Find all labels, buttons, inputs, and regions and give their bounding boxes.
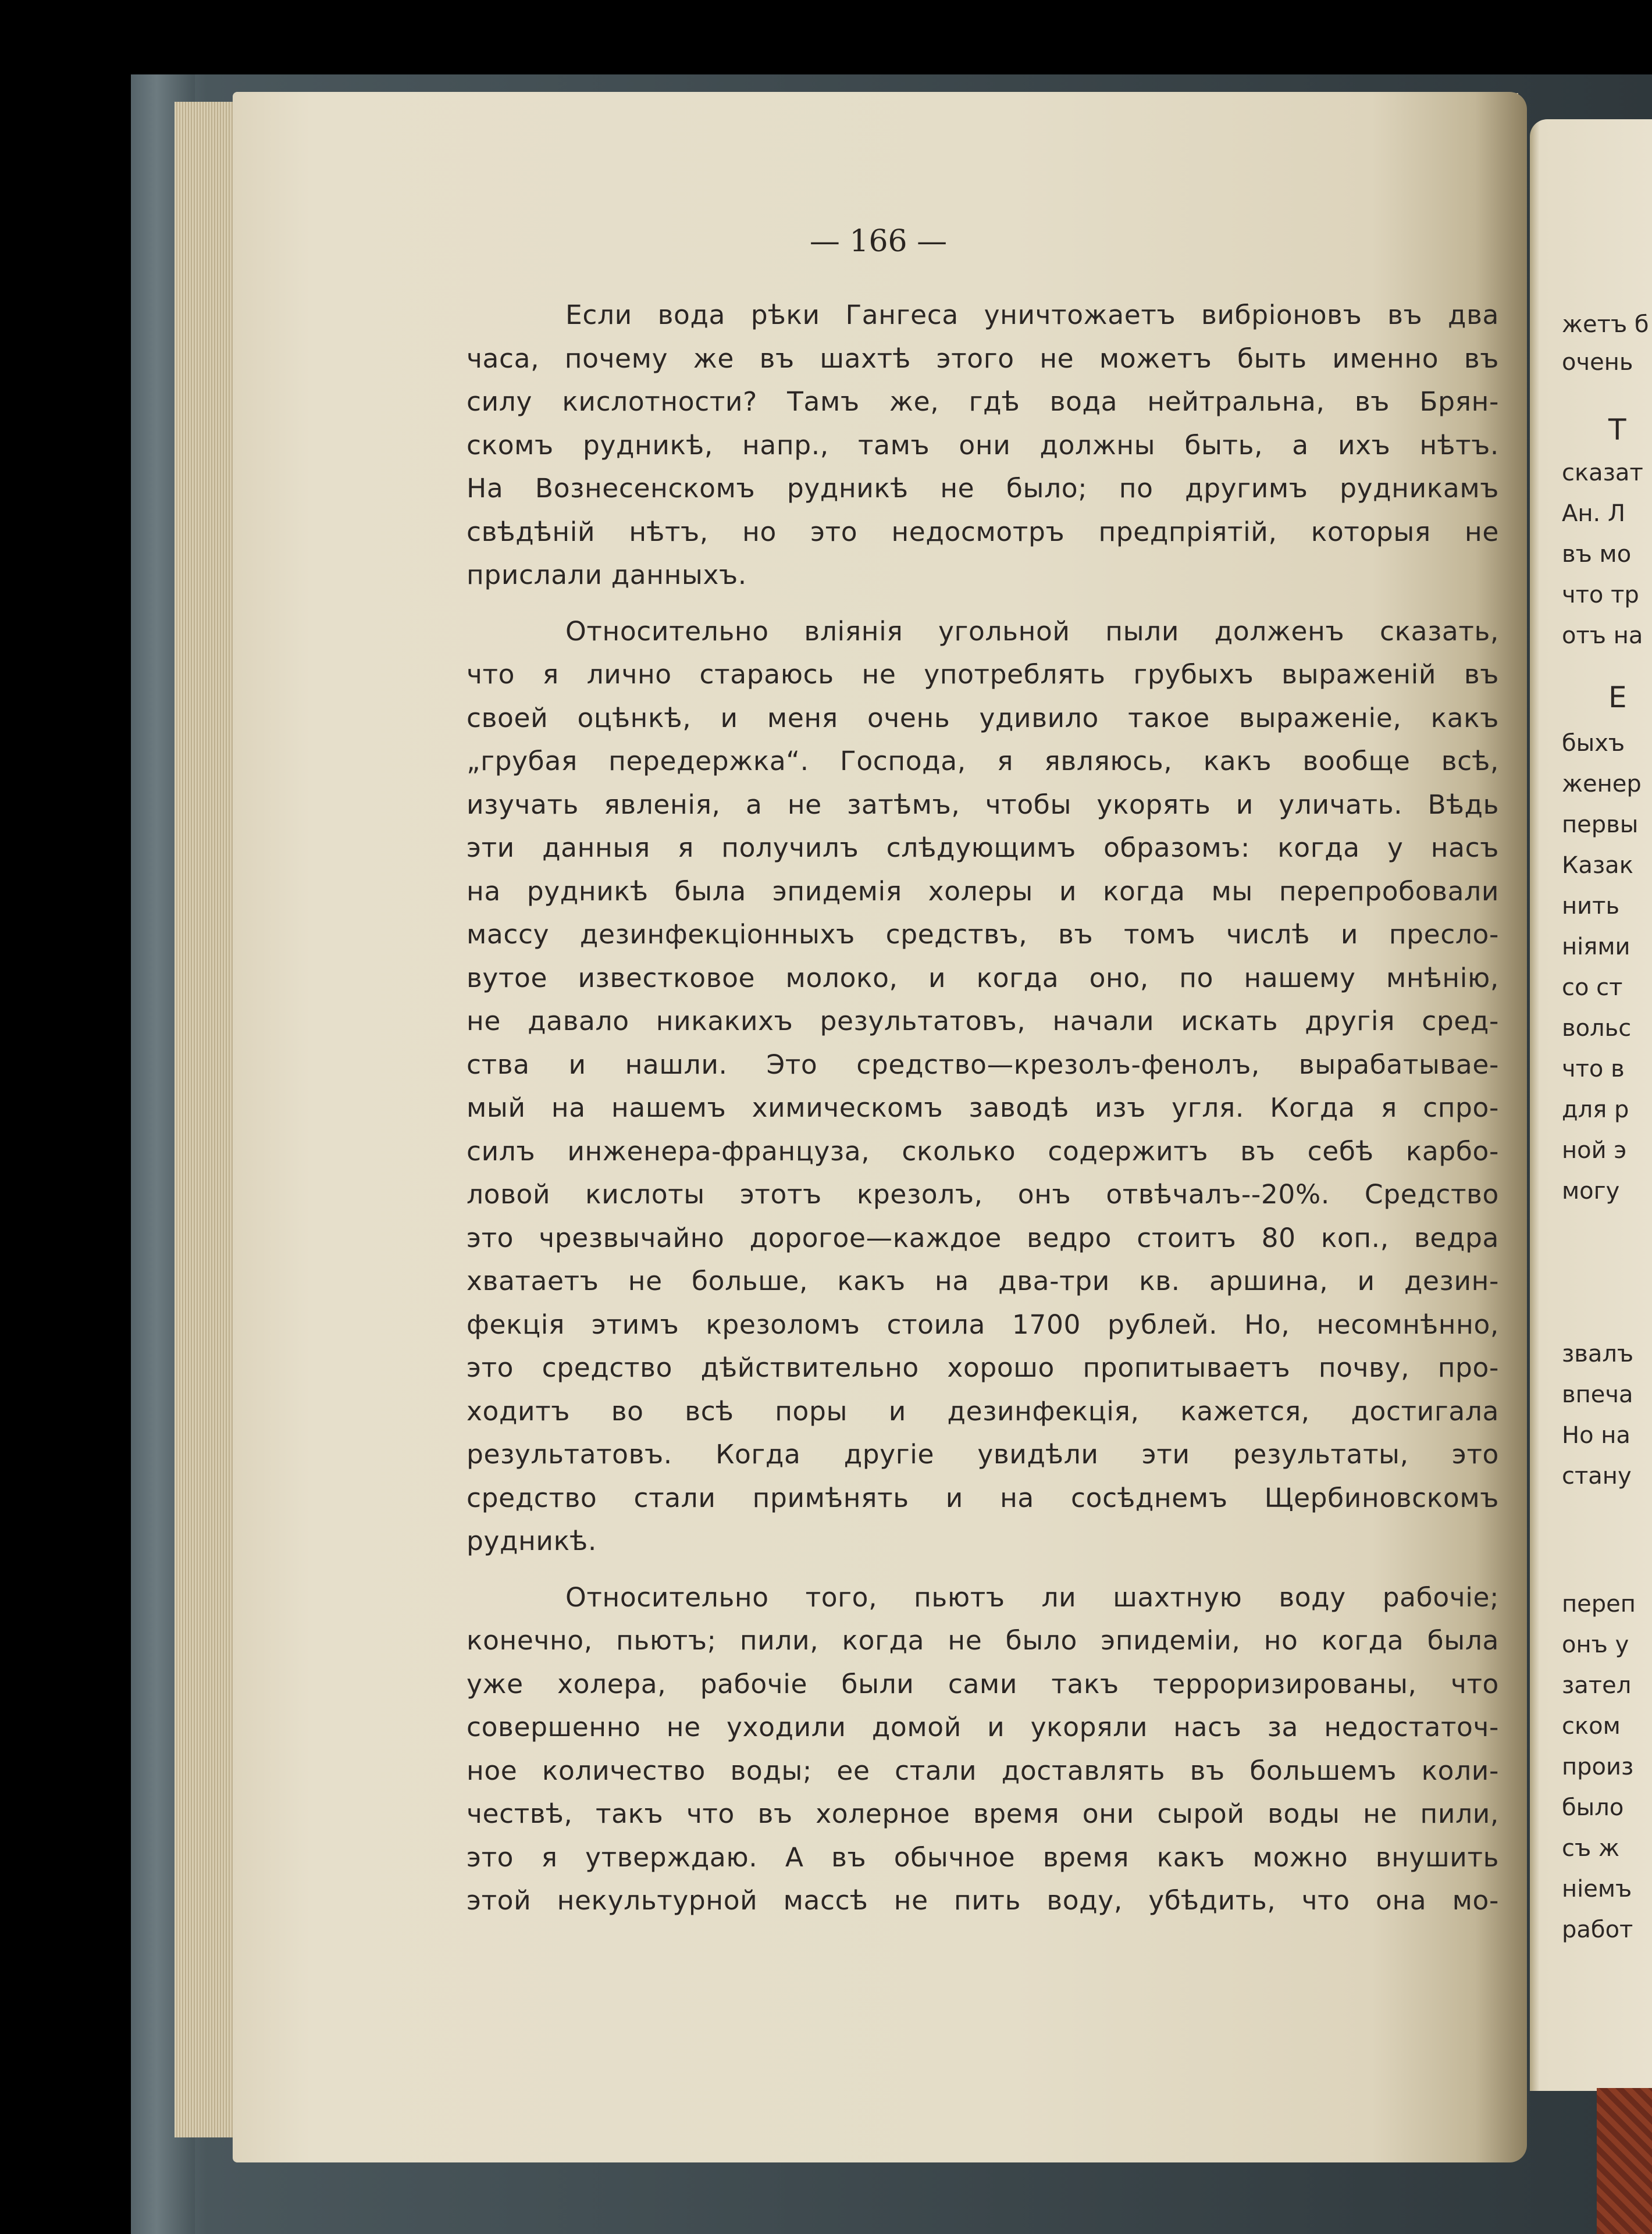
- next-page-line: ніями: [1562, 933, 1630, 960]
- page-body-text: [467, 294, 1499, 1923]
- text-line: совершенно не уходили домой и укоряли насъ за недостаточ-: [467, 1712, 1499, 1743]
- text-line: Если вода рѣки Гангеса уничтожаетъ вибріоновъ въ два: [565, 300, 1499, 330]
- text-line: Относительно вліянія угольной пыли долженъ сказать,: [565, 615, 1499, 647]
- next-page-line: съ ж: [1562, 1835, 1620, 1862]
- next-page-line: что тр: [1562, 582, 1639, 608]
- text-line: На Вознесенскомъ рудникѣ не было; по другимъ рудникамъ: [467, 473, 1499, 504]
- text-line: уже холера, рабочіе были сами такъ терроризированы, что: [467, 1668, 1499, 1699]
- next-page-line: было: [1562, 1794, 1624, 1821]
- next-page-line: ніемъ: [1562, 1876, 1632, 1902]
- text-line: массу дезинфекціонныхъ средствъ, въ томъ числѣ и пресло-: [467, 919, 1499, 950]
- next-page-line: быхъ: [1562, 730, 1625, 757]
- text-line: Относительно того, пьютъ ли шахтную воду рабочіе;: [565, 1581, 1499, 1613]
- text-line: на рудникѣ была эпидемія холеры и когда мы перепробовали: [467, 875, 1499, 907]
- next-page-line: ной э: [1562, 1137, 1627, 1164]
- text-line: чествѣ, такъ что въ холерное время они сырой воды не пили,: [467, 1798, 1499, 1829]
- text-line: ное количество воды; ее стали доставлять въ большемъ коли-: [467, 1755, 1499, 1786]
- next-page-line: стану: [1562, 1463, 1632, 1490]
- next-page-line: онъ у: [1562, 1631, 1629, 1658]
- next-page-line: Т: [1608, 413, 1626, 447]
- text-line: ловой кислоты этотъ крезолъ, онъ отвѣчалъ--20%. Средство: [467, 1179, 1499, 1210]
- text-line: это я утверждаю. А въ обычное время какъ можно внушить: [467, 1841, 1499, 1873]
- text-line: ства и нашли. Это средство—крезолъ-фенолъ, вырабатывае-: [467, 1049, 1499, 1080]
- text-line: прислали данныхъ.: [467, 560, 747, 590]
- next-page-line: Е: [1608, 680, 1627, 714]
- text-line: силу кислотности? Тамъ же, гдѣ вода нейтральна, въ Брян-: [467, 386, 1499, 417]
- next-page-line: Ан. Л: [1562, 500, 1626, 527]
- text-line: часа, почему же въ шахтѣ этого не можетъ быть именно въ: [467, 343, 1499, 374]
- text-line: фекція этимъ крезоломъ стоила 1700 рублей. Но, несомнѣнно,: [467, 1309, 1499, 1340]
- text-line: это чрезвычайно дорогое—каждое ведро стоитъ 80 коп., ведра: [467, 1222, 1499, 1253]
- text-line: „грубая передержка“. Господа, я являюсь, какъ вообще всѣ,: [467, 746, 1499, 776]
- next-page-line: отъ на: [1562, 622, 1643, 649]
- text-line: мый на нашемъ химическомъ заводѣ изъ угля. Когда я спро-: [467, 1092, 1499, 1123]
- text-line: эти данныя я получилъ слѣдующимъ образомъ: когда у насъ: [467, 832, 1499, 863]
- text-line: рудникѣ.: [467, 1526, 597, 1556]
- next-page-line: жетъ б: [1562, 311, 1649, 338]
- text-line: скомъ рудникѣ, напр., тамъ они должны быть, а ихъ нѣтъ.: [467, 429, 1499, 461]
- next-page-line: Казак: [1562, 852, 1633, 879]
- next-page-line: впеча: [1562, 1381, 1633, 1408]
- text-line: своей оцѣнкѣ, и меня очень удивило такое выраженіе, какъ: [467, 702, 1499, 733]
- next-page-line: нить: [1562, 893, 1620, 920]
- next-page-line: въ мо: [1562, 541, 1632, 568]
- text-line: что я лично стараюсь не употреблять грубыхъ выраженій въ: [467, 659, 1499, 690]
- next-page-line: сказат: [1562, 459, 1643, 486]
- next-page-line: со ст: [1562, 974, 1623, 1001]
- text-line: конечно, пьютъ; пили, когда не было эпидеміи, но когда была: [467, 1625, 1499, 1656]
- text-line: изучать явленія, а не затѣмъ, чтобы укорять и уличать. Вѣдь: [467, 789, 1499, 820]
- next-page-line: вольс: [1562, 1015, 1632, 1042]
- next-page-line: зател: [1562, 1672, 1632, 1699]
- text-line: этой некультурной массѣ не пить воду, убѣдить, что она мо-: [467, 1885, 1499, 1916]
- next-page-line: очень: [1562, 349, 1633, 376]
- text-line: результатовъ. Когда другіе увидѣли эти результаты, это: [467, 1439, 1499, 1470]
- text-line: свѣдѣній нѣтъ, но это недосмотръ предпріятій, которыя не: [467, 516, 1499, 547]
- next-page-line: что в: [1562, 1056, 1625, 1082]
- next-page-line: произ: [1562, 1754, 1634, 1780]
- spine-marbled-edge: [1597, 2088, 1652, 2234]
- next-page-line: звалъ: [1562, 1341, 1634, 1367]
- text-line: вутое известковое молоко, и когда оно, по нашему мнѣнію,: [467, 962, 1499, 993]
- next-page-line: первы: [1562, 811, 1639, 838]
- next-page-line: могу: [1562, 1178, 1620, 1205]
- next-page-line: работ: [1562, 1916, 1633, 1943]
- next-page-fragment: [1530, 119, 1652, 2091]
- text-line: средство стали примѣнять и на сосѣднемъ Щербиновскомъ: [467, 1482, 1499, 1513]
- next-page-line: женер: [1562, 771, 1642, 797]
- text-line: хватаетъ не больше, какъ на два-три кв. аршина, и дезин-: [467, 1266, 1499, 1296]
- next-page-line: для р: [1562, 1096, 1629, 1123]
- text-line: не давало никакихъ результатовъ, начали искать другія сред-: [467, 1006, 1499, 1036]
- next-page-line: ском: [1562, 1713, 1621, 1740]
- next-page-line: Но на: [1562, 1422, 1630, 1449]
- text-line: ходитъ во всѣ поры и дезинфекція, кажется, достигала: [467, 1395, 1499, 1427]
- page-number: — 166 —: [809, 224, 948, 259]
- next-page-line: переп: [1562, 1591, 1636, 1617]
- text-line: это средство дѣйствительно хорошо пропитываетъ почву, про-: [467, 1352, 1499, 1383]
- text-line: силъ инженера-француза, сколько содержитъ въ себѣ карбо-: [467, 1135, 1499, 1167]
